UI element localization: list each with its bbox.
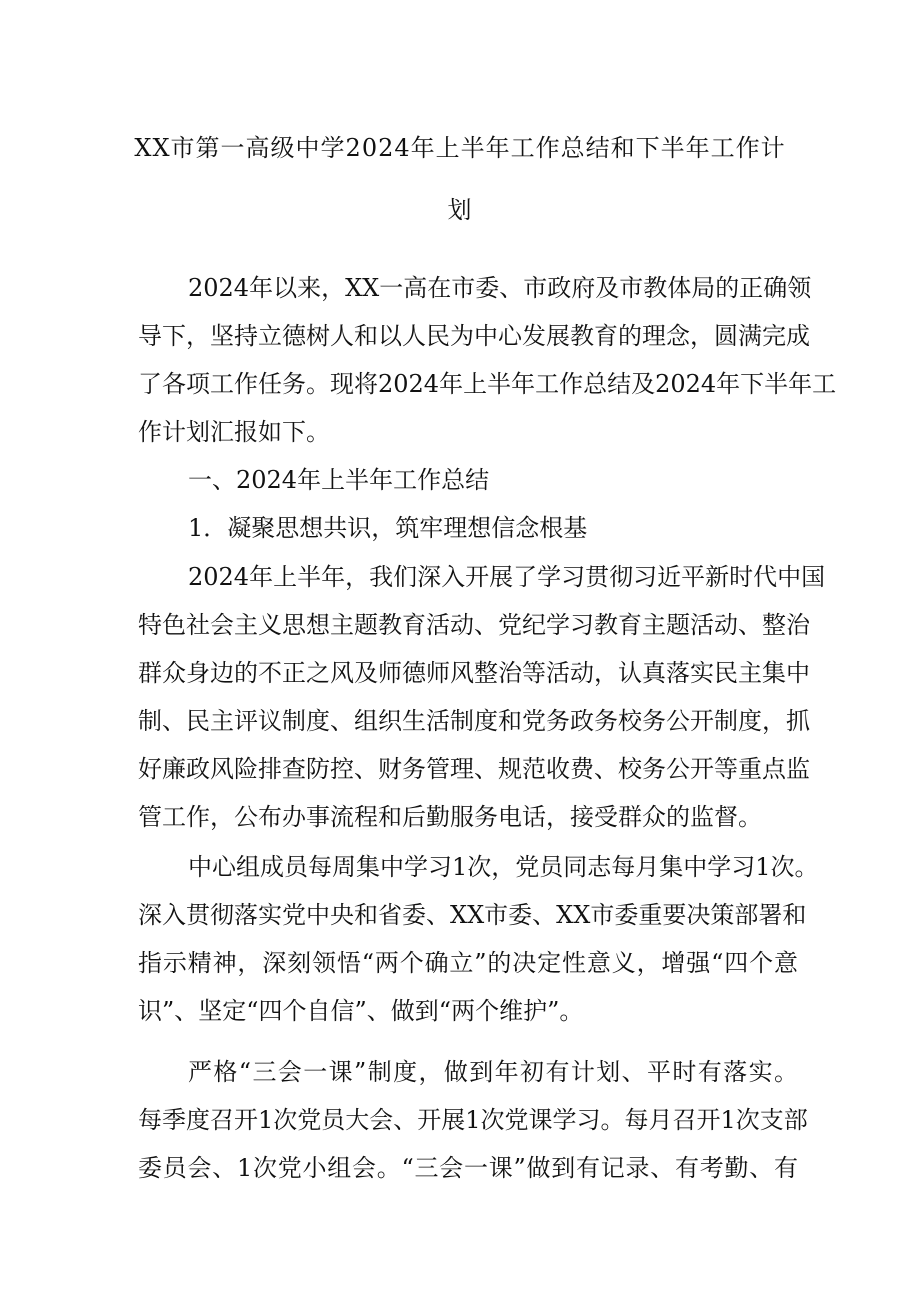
paragraph-line: 中心组成员每周集中学习1次，党员同志每月集中学习1次。	[188, 853, 819, 881]
paragraph-line: 制、民主评议制度、组织生活制度和党务政务校务公开制度，抓	[138, 707, 810, 735]
body-paragraph-2	[138, 843, 819, 1035]
intro-paragraph	[138, 264, 837, 456]
paragraph-line: 了各项工作任务。现将2024年上半年工作总结及2024年下半年工	[138, 370, 837, 398]
paragraph-line: 群众身边的不正之风及师德师风整治等活动，认真落实民主集中	[138, 659, 810, 687]
subsection-heading-text: 1．凝聚思想共识，筑牢理想信念根基	[188, 514, 588, 542]
paragraph-line: 深入贯彻落实党中央和省委、XX市委、XX市委重要决策部署和	[138, 901, 807, 929]
paragraph-line: 管工作，公布办事流程和后勤服务电话，接受群众的监督。	[138, 803, 762, 831]
body-paragraph-3	[138, 1048, 808, 1192]
section-heading	[138, 456, 798, 504]
document-title-line-2: 划	[447, 196, 473, 224]
paragraph-line: 委员会、1次党小组会。“三会一课”做到有记录、有考勤、有	[138, 1154, 798, 1182]
paragraph-line: 指示精神，深刻领悟“两个确立”的决定性意义，增强“四个意	[138, 949, 798, 977]
document-title-line-1: XX市第一高级中学2024年上半年工作总结和下半年工作计	[134, 134, 786, 162]
paragraph-line: 特色社会主义思想主题教育活动、党纪学习教育主题活动、整治	[138, 611, 810, 639]
subsection-heading	[138, 504, 798, 552]
paragraph-line: 导下，坚持立德树人和以人民为中心发展教育的理念，圆满完成	[138, 322, 810, 350]
paragraph-line: 作计划汇报如下。	[138, 418, 330, 446]
section-heading-text: 一、2024年上半年工作总结	[188, 466, 490, 494]
paragraph-line: 识”、坚定“四个自信”、做到“两个维护”。	[138, 997, 584, 1025]
paragraph-line: 严格“三会一课”制度，做到年初有计划、平时有落实。	[188, 1058, 798, 1086]
body-paragraph-1	[138, 553, 826, 841]
paragraph-line: 每季度召开1次党员大会、开展1次党课学习。每月召开1次支部	[138, 1106, 808, 1134]
paragraph-line: 2024年上半年，我们深入开展了学习贯彻习近平新时代中国	[188, 563, 826, 591]
paragraph-line: 好廉政风险排查防控、财务管理、规范收费、校务公开等重点监	[138, 755, 810, 783]
paragraph-line: 2024年以来，XX一高在市委、市政府及市教体局的正确领	[188, 274, 812, 302]
